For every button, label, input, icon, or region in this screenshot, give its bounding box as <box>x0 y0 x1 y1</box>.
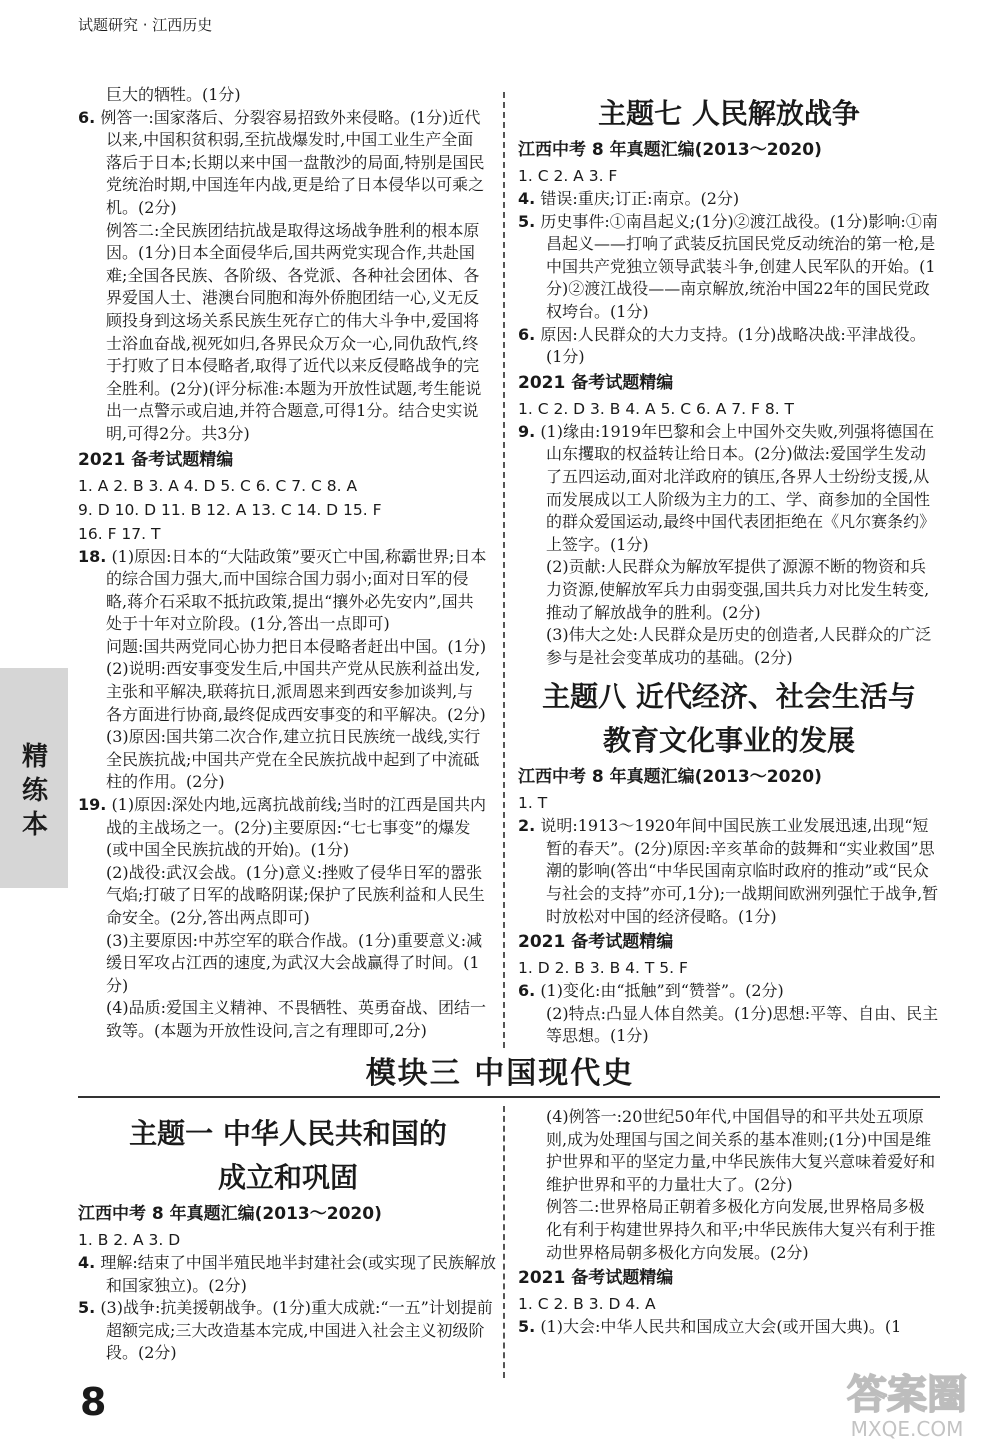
answer-paragraph <box>78 220 488 446</box>
answer-paragraph <box>78 1252 498 1297</box>
left-column <box>78 84 488 1043</box>
answer-row: 16. F 17. T <box>78 524 161 543</box>
section-subheading: 2021 备考试题精编 <box>518 932 674 953</box>
section-subheading: 2021 备考试题精编 <box>78 449 234 470</box>
question-number: 6. <box>518 324 536 344</box>
answer-row: 1. B 2. A 3. D <box>78 1231 181 1249</box>
answer-text: 例答二:全民族团结抗战是取得这场战争胜利的根本原因。(1分)日本全面侵华后,国共两党实现合作,共赴国难;全国各民族、各阶级、各党派、各种社会团体、各界爱国人士、港澳台同胞和海外侨胞团结一心,义无反顾投身到这场关系民族生死存亡的伟大斗争中,爱国将士浴血奋战,视死如归,各界民众万众一心,同仇敌忾,终于打败了日本侵略者,取得了近代以来反侵略战争的完全胜利。(2分)(评分标准:本题为开放性试题,考生能说出一点警示或启迪,并符合题意,可得1分。结合史实说明,可得2分。共3分) <box>106 220 482 443</box>
question-number: 9. <box>518 421 536 441</box>
answer-paragraph <box>78 862 488 930</box>
question-number: 18. <box>78 546 107 566</box>
answer-row: 1. C 2. B 3. D 4. A <box>518 1295 656 1314</box>
bottom-right-lines <box>518 1106 940 1264</box>
answer-text: (1)原因:日本的“大陆政策”要灭亡中国,称霸世界;日本的综合国力强大,而中国综合国力弱小;面对日军的侵略,蒋介石采取不抵抗政策,提出“攘外必先安内”,国共处于十年对立阶段。(1分,答出一点即可) <box>106 546 487 634</box>
answer-paragraph <box>518 211 940 324</box>
answer-text: 例答二:世界格局正朝着多极化方向发展,世界格局多极化有利于构建世界持久和平;中华民族伟大复兴有利于推动世界格局朝多极化方向发展。(2分) <box>546 1197 936 1262</box>
side-tab-label: 精练本 <box>21 742 48 840</box>
answer-paragraph <box>518 324 940 369</box>
left-lines-2 <box>78 546 488 1043</box>
answer-paragraph <box>518 1003 940 1048</box>
answer-paragraph <box>78 636 488 659</box>
answer-text: (2)战役:武汉会战。(1分)意义:挫败了侵华日军的嚣张气焰;打破了日军的战略阴谋;保护了民族利益和人民生命安全。(2分,答出两点即可) <box>106 862 485 927</box>
answer-paragraph <box>78 930 488 998</box>
right-column <box>518 92 940 1048</box>
answer-paragraph <box>518 1106 940 1196</box>
answer-paragraph <box>518 1316 940 1339</box>
answer-text: (4)品质:爱国主义精神、不畏牺牲、英勇奋战、团结一致等。(本题为开放性设问,言之有理即可,2分) <box>106 998 487 1040</box>
answer-paragraph <box>518 1196 940 1264</box>
answer-row: 1. C 2. A 3. F <box>518 167 618 185</box>
bottom-left-lines <box>78 1252 498 1365</box>
answer-text: 巨大的牺牲。(1分) <box>106 85 241 104</box>
answer-text: (4)例答一:20世纪50年代,中国倡导的和平共处五项原则,成为处理国与国之间关系的基本准则;(1分)中国是维护世界和平的坚定力量,中华民族伟大复兴意味着爱好和维护世界和平的力量壮大了。(2分) <box>546 1107 936 1194</box>
answer-paragraph <box>78 107 488 220</box>
right-lines <box>518 188 940 369</box>
column-divider <box>503 92 505 1048</box>
answer-text: (1)缘由:1919年巴黎和会上中国外交失败,列强将德国在山东攫取的权益转让给日本。(2分)做法:爱国学生发动了五四运动,面对北洋政府的镇压,各界人士纷纷支援,从而发展成以工人阶级为主力的工、学、商参加的全国性的群众爱国运动,最终中国代表团拒绝在《凡尔赛条约》上签字。(1分) <box>540 421 936 554</box>
question-number: 2. <box>518 816 536 836</box>
answer-row: 1. C 2. D 3. B 4. A 5. C 6. A 7. F 8. T <box>518 399 795 418</box>
topic-heading-cont: 教育文化事业的发展 <box>602 724 855 758</box>
question-number: 5. <box>518 1317 536 1337</box>
section-subheading: 江西中考 8 年真题汇编(2013～2020) <box>518 140 822 160</box>
module-rule <box>78 1096 940 1098</box>
answer-text: (2)特点:凸显人体自然美。(1分)思想:平等、自由、民主等思想。(1分) <box>546 1003 939 1046</box>
answer-paragraph <box>518 421 940 557</box>
bottom-right-column <box>518 1106 940 1339</box>
answer-text: (3)主要原因:中苏空军的联合作战。(1分)重要意义:减缓日军攻占江西的速度,为武汉大会战赢得了时间。(1分) <box>106 930 483 995</box>
section-subheading: 江西中考 8 年真题汇编(2013～2020) <box>78 1204 382 1224</box>
section-subheading: 2021 备考试题精编 <box>518 372 674 393</box>
running-header: 试题研究 · 江西历史 <box>78 16 213 34</box>
page-number: 8 <box>80 1380 107 1424</box>
answer-paragraph <box>78 658 488 726</box>
question-number: 4. <box>518 189 536 208</box>
answer-paragraph <box>78 546 488 636</box>
answer-row: 1. T <box>518 794 548 813</box>
question-number: 6. <box>518 981 536 1001</box>
answer-rows <box>78 474 488 546</box>
column-divider <box>503 1106 505 1378</box>
right-lines-3 <box>518 815 940 928</box>
watermark-logo <box>822 1364 992 1442</box>
answer-text: (1)大会:中华人民共和国成立大会(或开国大典)。(1 <box>540 1317 902 1337</box>
module-title: 模块三 中国现代史 <box>365 1056 635 1091</box>
topic-heading: 主题一 中华人民共和国的 <box>129 1117 447 1150</box>
answer-paragraph <box>518 556 940 624</box>
answer-paragraph <box>518 980 940 1003</box>
answer-text: 理解:结束了中国半殖民地半封建社会(或实现了民族解放和国家独立)。(2分) <box>100 1253 496 1295</box>
left-lines <box>78 84 488 446</box>
answer-row: 1. A 2. B 3. A 4. D 5. C 6. C 7. C 8. A <box>78 476 358 495</box>
bottom-right-lines-2 <box>518 1316 940 1339</box>
answer-row: 1. D 2. B 3. B 4. T 5. F <box>518 959 688 978</box>
question-number: 5. <box>518 211 536 231</box>
answer-text: (2)贡献:人民群众为解放军提供了源源不断的物资和兵力资源,使解放军兵力由弱变强,国共兵力对比发生转变,推动了解放战争的胜利。(2分) <box>546 557 930 622</box>
question-number: 6. <box>78 107 96 127</box>
question-number: 4. <box>78 1253 96 1272</box>
topic-heading: 主题七 人民解放战争 <box>598 97 860 130</box>
answer-text: 例答一:国家落后、分裂容易招致外来侵略。(1分)近代以来,中国积贫积弱,至抗战爆发时,中国工业生产全面落后于日本;长期以来中国一盘散沙的局面,特别是国民党统治时期,中国连年内战,更是给了日本侵华以可乘之机。(2分) <box>100 107 485 217</box>
section-subheading: 2021 备考试题精编 <box>518 1268 674 1289</box>
answer-text: 原因:人民群众的大力支持。(1分)战略决战:平津战役。(1分) <box>540 324 926 367</box>
answer-text: (3)伟大之处:人民群众是历史的创造者,人民群众的广泛参与是社会变革成功的基础。(2分) <box>546 625 932 667</box>
answer-text: 问题:国共两党同心协力把日本侵略者赶出中国。(1分) <box>106 636 487 656</box>
answer-text: (1)变化:由“抵触”到“赞誉”。(2分) <box>540 981 784 1001</box>
answer-row: 9. D 10. D 11. B 12. A 13. C 14. D 15. F <box>78 500 382 519</box>
section-subheading: 江西中考 8 年真题汇编(2013～2020) <box>518 767 822 788</box>
right-lines-4 <box>518 980 940 1048</box>
question-number: 19. <box>78 795 107 815</box>
right-lines-2 <box>518 421 940 670</box>
answer-text: 错误:重庆;订正:南京。(2分) <box>540 189 740 208</box>
answer-paragraph <box>518 624 940 669</box>
answer-paragraph <box>518 188 940 211</box>
answer-paragraph <box>78 726 488 794</box>
answer-text: (3)原因:国共第二次合作,建立抗日民族统一战线,实行全民族抗战;中国共产党在全民族抗战中起到了中流砥柱的作用。(2分) <box>106 727 481 792</box>
watermark-text: 答案圈 <box>847 1372 967 1418</box>
answer-text: (3)战争:抗美援朝战争。(1分)重大成就:“一五”计划提前超额完成;三大改造基本完成,中国进入社会主义初级阶段。(2分) <box>100 1298 493 1363</box>
question-number: 5. <box>78 1298 96 1318</box>
answer-text: (1)原因:深处内地,远离抗战前线;当时的江西是国共内战的主战场之一。(2分)主要原因:“七七事变”的爆发(或中国全民族抗战的开始)。(1分) <box>106 795 486 860</box>
answer-paragraph <box>78 1297 498 1365</box>
answer-paragraph <box>78 84 488 107</box>
answer-paragraph <box>518 815 940 928</box>
answer-text: 历史事件:①南昌起义;(1分)②渡江战役。(1分)影响:①南昌起义——打响了武装反抗国民党反动统治的第一枪,是中国共产党独立领导武装斗争,创建人民军队的开始。(1分)②渡江战役——南京解放,统治中国22年的国民党政权垮台。(1分) <box>540 211 938 321</box>
watermark-url: MXQE.COM <box>850 1417 964 1441</box>
answer-paragraph <box>78 997 488 1042</box>
topic-heading-cont: 成立和巩固 <box>217 1161 358 1194</box>
topic-heading: 主题八 近代经济、社会生活与 <box>542 680 916 714</box>
answer-paragraph <box>78 794 488 862</box>
answer-text: 说明:1913～1920年间中国民族工业发展迅速,出现“短暂的春天”。(2分)原因:辛亥革命的鼓舞和“实业救国”思潮的影响(答出“中华民国南京临时政府的推动”或“民众与社会的支持”亦可,1分);一战期间欧洲列强忙于战争,暂时放松对中国的经济侵略。(1分) <box>540 816 939 926</box>
answer-text: (2)说明:西安事变发生后,中国共产党从民族利益出发,主张和平解决,联蒋抗日,派周恩来到西安参加谈判,与各方面进行协商,最终促成西安事变的和平解决。(2分) <box>106 659 486 724</box>
bottom-left-column <box>78 1112 498 1365</box>
